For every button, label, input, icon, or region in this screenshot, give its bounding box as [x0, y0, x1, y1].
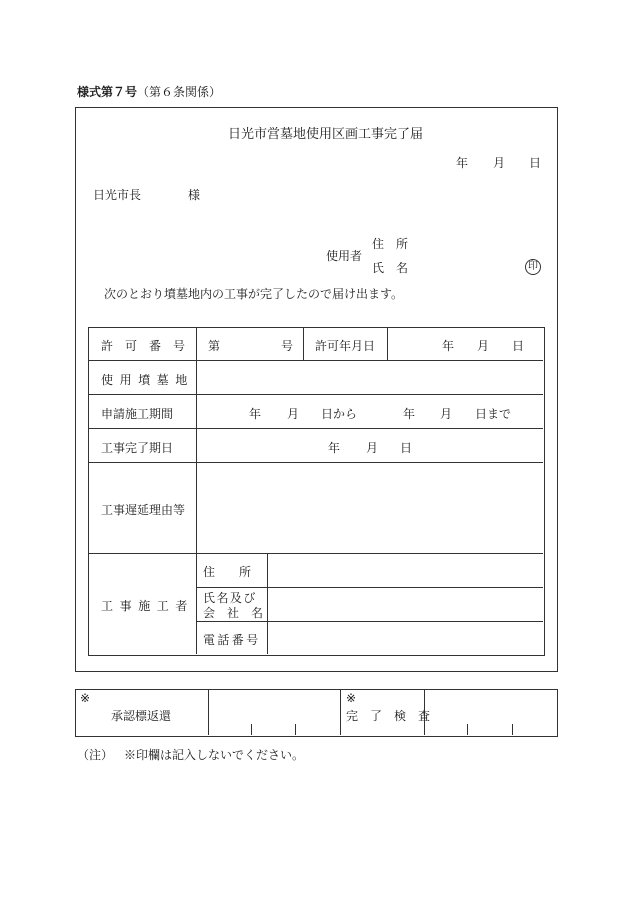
period-end-day: 日まで — [475, 407, 512, 421]
permit-suffix: 号 — [281, 339, 294, 353]
permit-date-month: 月 — [477, 339, 490, 353]
grave-label: 使用墳墓地 — [101, 373, 195, 387]
contractor-phone-label: 電話番号 — [203, 633, 261, 647]
period-start-year: 年 — [249, 407, 262, 421]
completion-day: 日 — [400, 441, 413, 455]
permit-date-label: 許可年月日 — [315, 339, 376, 353]
delay-label: 工事遅延理由等 — [101, 503, 186, 517]
applicant-name-label: 氏 名 — [372, 261, 409, 275]
date-year: 年 — [456, 156, 469, 170]
period-start-month: 月 — [287, 407, 300, 421]
form-code — [77, 83, 221, 100]
note-prefix: （注） — [77, 748, 114, 762]
permit-number-label: 許 可 番 号 — [101, 339, 186, 353]
permit-prefix: 第 — [208, 339, 221, 353]
seal-mark: 印 — [525, 259, 541, 275]
period-end-month: 月 — [440, 407, 453, 421]
addressee-name: 日光市長 — [93, 188, 142, 202]
intro-text: 次のとおり墳墓地内の工事が完了したので届け出ます。 — [104, 287, 404, 301]
period-label: 申請施工期間 — [101, 407, 174, 421]
form-number: 様式第７号 — [77, 85, 138, 99]
applicant-address-label: 住 所 — [372, 237, 409, 251]
note-text: ※印欄は記入しないでください。 — [124, 748, 305, 762]
period-start-day: 日から — [321, 407, 358, 421]
completion-month: 月 — [366, 441, 379, 455]
office-mark-1: ※ — [80, 691, 91, 705]
completion-year: 年 — [328, 441, 341, 455]
form-article: （第６条関係） — [137, 85, 222, 99]
completion-label: 工事完了期日 — [101, 441, 174, 455]
contractor-name-label-2: 会 社 名 — [203, 606, 264, 620]
document-title: 日光市営墓地使用区画工事完了届 — [228, 127, 424, 142]
office-mark-2: ※ — [346, 691, 357, 705]
return-label: 承認標返還 — [111, 709, 172, 723]
addressee-honorific: 様 — [188, 188, 201, 202]
contractor-label: 工事施工者 — [101, 599, 195, 613]
permit-date-year: 年 — [442, 339, 455, 353]
date-day: 日 — [529, 156, 542, 170]
contractor-address-label: 住 所 — [203, 565, 252, 579]
date-month: 月 — [493, 156, 506, 170]
applicant-label: 使用者 — [326, 249, 363, 263]
inspection-label: 完 了 検 査 — [346, 709, 431, 723]
contractor-name-label-1: 氏名及び — [203, 591, 257, 605]
period-end-year: 年 — [403, 407, 416, 421]
permit-date-day: 日 — [512, 339, 525, 353]
